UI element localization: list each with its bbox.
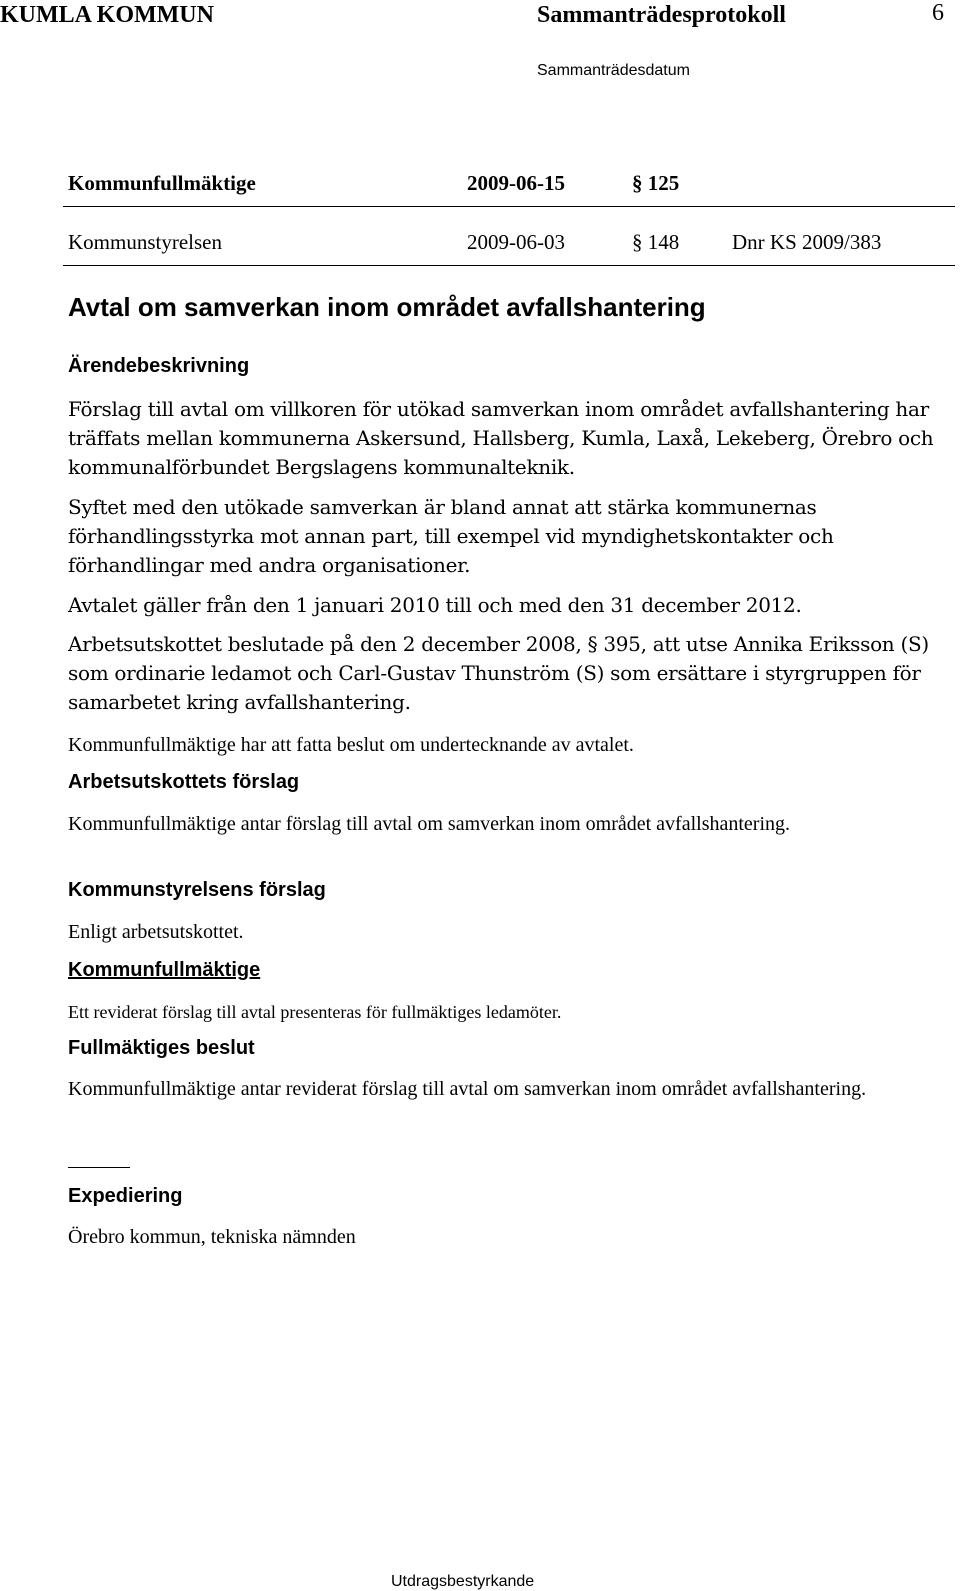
organization-name: KUMLA KOMMUN — [0, 2, 214, 28]
meeting-body: Kommunfullmäktige — [68, 171, 256, 195]
short-divider — [68, 1167, 130, 1168]
heading-expediering: Expediering — [68, 1185, 183, 1207]
heading-fullmaktiges-beslut: Fullmäktiges beslut — [68, 1037, 255, 1059]
meeting-body: Kommunstyrelsen — [68, 230, 222, 254]
heading-kommunfullmaktige: Kommunfullmäktige — [68, 959, 261, 981]
document-type: Sammanträdesprotokoll — [537, 2, 786, 28]
meeting-date: 2009-06-15 — [467, 171, 565, 195]
paragraph: Ett reviderat förslag till avtal presenteras för fullmäktiges ledamöter. — [68, 1002, 562, 1022]
paragraph: Förslag till avtal om villkoren för utökad samverkan inom området avfallshantering har träffats mellan kommunerna Askersund, Hallsberg, Kumla, Laxå, Lekeberg, Örebro och kommunalförbundet Bergslagens kommunalteknik. — [68, 397, 934, 479]
heading-kommunstyrelsens-forslag: Kommunstyrelsens förslag — [68, 879, 326, 901]
paragraph: Enligt arbetsutskottet. — [68, 921, 244, 943]
meeting-section: § 148 — [632, 230, 680, 254]
footer-label: Utdragsbestyrkande — [391, 1573, 535, 1590]
meeting-reference: Dnr KS 2009/383 — [732, 230, 882, 254]
paragraph: Avtalet gäller från den 1 januari 2010 till och med den 31 december 2012. — [68, 593, 802, 617]
date-label: Sammanträdesdatum — [537, 62, 690, 79]
meeting-row-kf — [0, 171, 960, 201]
paragraph: Kommunfullmäktige antar förslag till avtal om samverkan inom området avfallshantering. — [68, 813, 791, 835]
meeting-section: § 125 — [632, 171, 680, 195]
paragraph: Arbetsutskottet beslutade på den 2 december 2008, § 395, att utse Annika Eriksson (S) som ordinarie ledamot och Carl-Gustav Thunström (S) som ersättare i styrgruppen för samarbetet kring avfallshantering. — [68, 632, 929, 714]
heading-arendebeskrivning: Ärendebeskrivning — [68, 355, 250, 377]
page-number: 6 — [932, 0, 944, 26]
heading-arbetsutskottets-forslag: Arbetsutskottets förslag — [68, 771, 300, 793]
paragraph: Kommunfullmäktige antar reviderat förslag till avtal om samverkan inom området avfallshantering. — [68, 1078, 867, 1100]
page-title: Avtal om samverkan inom området avfallshantering — [68, 292, 706, 322]
paragraph: Syftet med den utökade samverkan är bland annat att stärka kommunernas förhandlingsstyrka mot annan part, till exempel vid myndighetskontakter och förhandlingar med andra organisationer. — [68, 495, 834, 577]
meeting-date: 2009-06-03 — [467, 230, 565, 254]
paragraph: Örebro kommun, tekniska nämnden — [68, 1226, 356, 1248]
meeting-row-ks — [0, 230, 960, 260]
divider — [63, 265, 955, 266]
paragraph: Kommunfullmäktige har att fatta beslut om undertecknande av avtalet. — [68, 734, 634, 756]
divider — [63, 206, 955, 207]
